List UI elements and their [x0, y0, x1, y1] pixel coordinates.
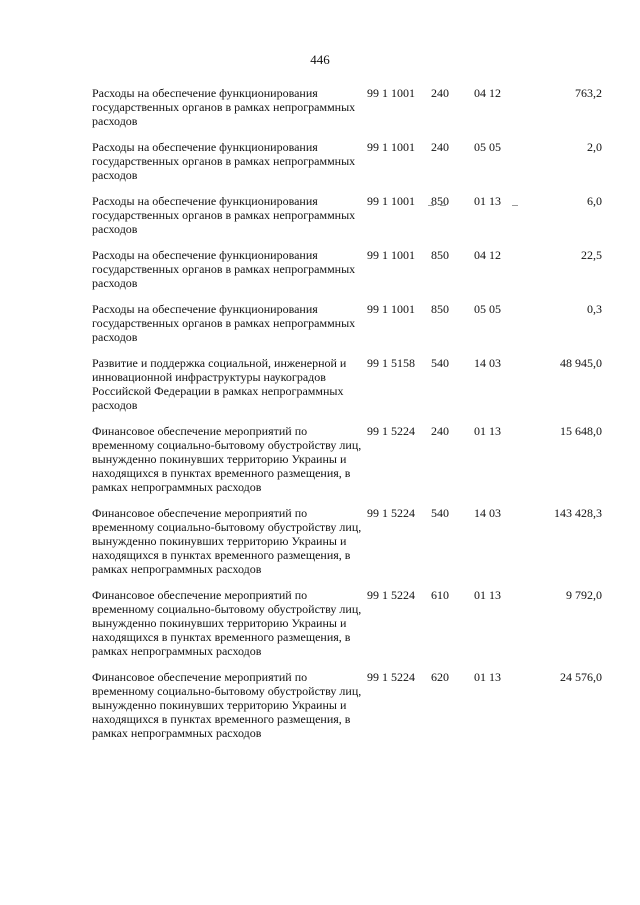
target-article-code: 99 1 5158 [367, 356, 415, 370]
expense-type-code: 240 [431, 86, 449, 100]
table-row [92, 506, 602, 588]
table-row [92, 588, 602, 670]
amount: 24 576,0 [560, 670, 602, 684]
target-article-code: 99 1 1001 [367, 140, 415, 154]
expense-name: Развитие и поддержка социальной, инженерной и инновационной инфраструктуры наукоградов Российской Федерации в рамках непрограммных расходов [92, 356, 347, 412]
target-article-code: 99 1 5224 [367, 506, 415, 520]
target-article-code: 99 1 1001 [367, 302, 415, 316]
table-row [92, 194, 602, 248]
expense-name: Финансовое обеспечение мероприятий по временному социально-бытовому обустройству лиц, вынужденно покинувших территорию Украины и находящихся в пунктах временного размещения, в рамках непрограммных расходов [92, 670, 362, 740]
expense-type-code: 540 [431, 356, 449, 370]
target-article-code: 99 1 1001 [367, 86, 415, 100]
table-row [92, 424, 602, 506]
section-subsection-code: 04 12 [474, 248, 501, 262]
table-row [92, 356, 602, 424]
amount: 2,0 [587, 140, 602, 154]
expense-type-code: 610 [431, 588, 449, 602]
section-subsection-code: 01 13 [474, 194, 501, 208]
expense-name: Расходы на обеспечение функционирования государственных органов в рамках непрограммных расходов [92, 86, 356, 128]
section-subsection-code: 14 03 [474, 356, 501, 370]
amount: 0,3 [587, 302, 602, 316]
table-row [92, 140, 602, 194]
amount: 48 945,0 [560, 356, 602, 370]
target-article-code: 99 1 5224 [367, 670, 415, 684]
amount: 763,2 [575, 86, 602, 100]
amount: 143 428,3 [554, 506, 602, 520]
target-article-code: 99 1 5224 [367, 424, 415, 438]
section-subsection-code: 01 13 [474, 670, 501, 684]
table-row [92, 670, 602, 752]
amount: 15 648,0 [560, 424, 602, 438]
expense-name: Финансовое обеспечение мероприятий по временному социально-бытовому обустройству лиц, вынужденно покинувших территорию Украины и находящихся в пунктах временного размещения, в рамках непрограммных расходов [92, 588, 362, 658]
section-subsection-code: 05 05 [474, 140, 501, 154]
section-subsection-code: 05 05 [474, 302, 501, 316]
expense-name: Расходы на обеспечение функционирования государственных органов в рамках непрограммных расходов [92, 302, 356, 344]
amount: 22,5 [581, 248, 602, 262]
expense-name: Финансовое обеспечение мероприятий по временному социально-бытовому обустройству лиц, вынужденно покинувших территорию Украины и находящихся в пунктах временного размещения, в рамках непрограммных расходов [92, 506, 362, 576]
target-article-code: 99 1 5224 [367, 588, 415, 602]
expense-type-code: 850 [431, 194, 449, 208]
expense-name: Расходы на обеспечение функционирования государственных органов в рамках непрограммных расходов [92, 140, 356, 182]
amount: 6,0 [587, 194, 602, 208]
table-row [92, 86, 602, 140]
target-article-code: 99 1 1001 [367, 248, 415, 262]
expense-type-code: 850 [431, 302, 449, 316]
section-subsection-code: 01 13 [474, 588, 501, 602]
expense-name: Расходы на обеспечение функционирования государственных органов в рамках непрограммных расходов [92, 248, 356, 290]
expense-type-code: 540 [431, 506, 449, 520]
target-article-code: 99 1 1001 [367, 194, 415, 208]
section-subsection-code: 04 12 [474, 86, 501, 100]
amount: 9 792,0 [566, 588, 602, 602]
table-row [92, 302, 602, 356]
expense-name: Расходы на обеспечение функционирования государственных органов в рамках непрограммных расходов [92, 194, 356, 236]
section-subsection-code: 01 13 [474, 424, 501, 438]
page-number: 446 [310, 52, 330, 67]
expense-type-code: 240 [431, 140, 449, 154]
section-subsection-code: 14 03 [474, 506, 501, 520]
expense-name: Финансовое обеспечение мероприятий по временному социально-бытовому обустройству лиц, вынужденно покинувших территорию Украины и находящихся в пунктах временного размещения, в рамках непрограммных расходов [92, 424, 362, 494]
expense-type-code: 620 [431, 670, 449, 684]
expense-type-code: 240 [431, 424, 449, 438]
expense-type-code: 850 [431, 248, 449, 262]
budget-table [92, 86, 602, 752]
table-row [92, 248, 602, 302]
